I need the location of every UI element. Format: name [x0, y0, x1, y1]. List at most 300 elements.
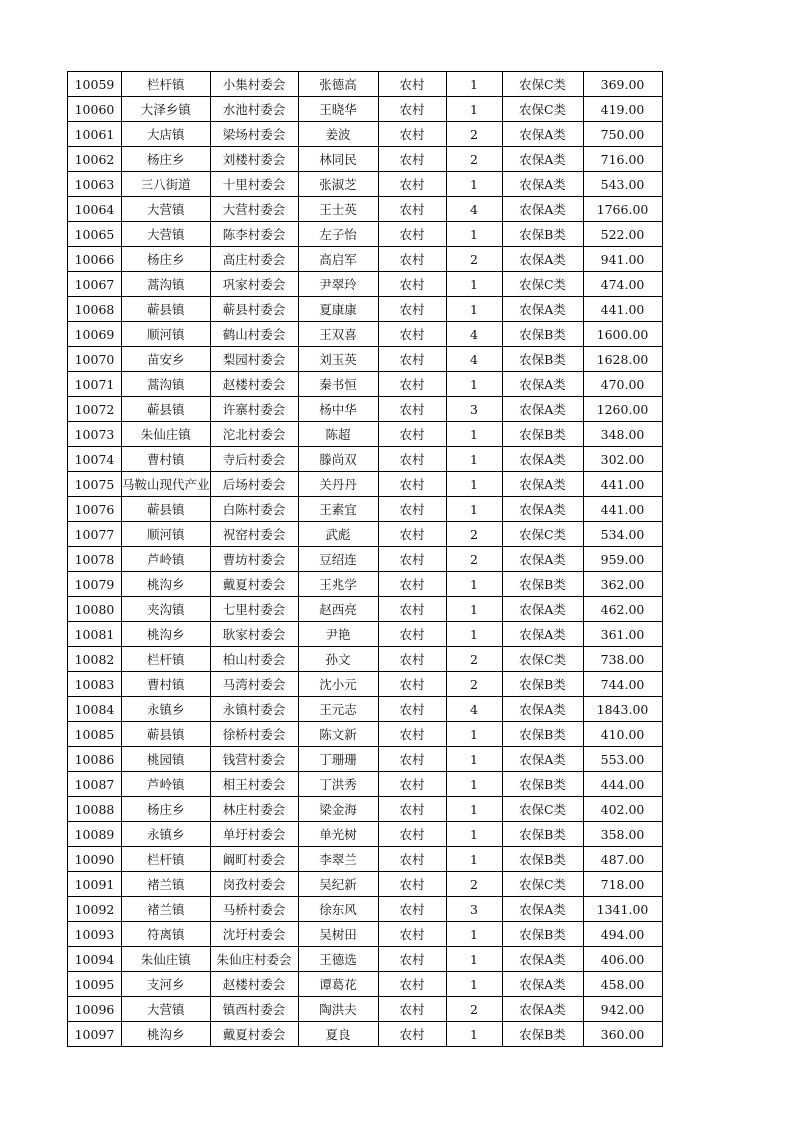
insurance-category-cell: 农保B类 [502, 422, 583, 447]
household-size-cell: 1 [446, 97, 502, 122]
table-row [68, 122, 663, 147]
relief-roster-table [67, 71, 663, 1047]
name-cell: 李翠兰 [298, 847, 378, 872]
household-size-cell: 1 [446, 272, 502, 297]
household-size-cell: 1 [446, 222, 502, 247]
amount-cell: 942.00 [583, 997, 662, 1022]
record-id-cell: 10086 [68, 747, 122, 772]
insurance-category-cell: 农保C类 [502, 272, 583, 297]
household-size-cell: 1 [446, 447, 502, 472]
insurance-category-cell: 农保C类 [502, 872, 583, 897]
insurance-category-cell: 农保A类 [502, 547, 583, 572]
township-cell: 大营镇 [122, 997, 211, 1022]
amount-cell: 553.00 [583, 747, 662, 772]
insurance-category-cell: 农保A类 [502, 747, 583, 772]
household-size-cell: 4 [446, 347, 502, 372]
table-row [68, 172, 663, 197]
village-committee-cell: 阚町村委会 [210, 847, 298, 872]
table-row [68, 897, 663, 922]
area-type-cell: 农村 [378, 572, 446, 597]
household-size-cell: 1 [446, 722, 502, 747]
village-committee-cell: 镇西村委会 [210, 997, 298, 1022]
amount-cell: 402.00 [583, 797, 662, 822]
insurance-category-cell: 农保A类 [502, 897, 583, 922]
village-committee-cell: 巩家村委会 [210, 272, 298, 297]
name-cell: 左子怡 [298, 222, 378, 247]
amount-cell: 522.00 [583, 222, 662, 247]
record-id-cell: 10064 [68, 197, 122, 222]
record-id-cell: 10082 [68, 647, 122, 672]
household-size-cell: 1 [446, 472, 502, 497]
table-row [68, 222, 663, 247]
village-committee-cell: 朱仙庄村委会 [210, 947, 298, 972]
area-type-cell: 农村 [378, 272, 446, 297]
table-row [68, 472, 663, 497]
insurance-category-cell: 农保C类 [502, 522, 583, 547]
name-cell: 王兆学 [298, 572, 378, 597]
record-id-cell: 10088 [68, 797, 122, 822]
record-id-cell: 10059 [68, 72, 122, 97]
household-size-cell: 4 [446, 197, 502, 222]
township-cell: 马鞍山现代产业 [122, 472, 211, 497]
name-cell: 陈超 [298, 422, 378, 447]
name-cell: 王士英 [298, 197, 378, 222]
village-committee-cell: 戴夏村委会 [210, 572, 298, 597]
village-committee-cell: 鹤山村委会 [210, 322, 298, 347]
village-committee-cell: 戴夏村委会 [210, 1022, 298, 1047]
name-cell: 尹艳 [298, 622, 378, 647]
township-cell: 三八街道 [122, 172, 211, 197]
village-committee-cell: 大营村委会 [210, 197, 298, 222]
village-committee-cell: 赵楼村委会 [210, 972, 298, 997]
amount-cell: 1260.00 [583, 397, 662, 422]
household-size-cell: 1 [446, 922, 502, 947]
household-size-cell: 2 [446, 647, 502, 672]
table-row [68, 297, 663, 322]
village-committee-cell: 水池村委会 [210, 97, 298, 122]
household-size-cell: 1 [446, 772, 502, 797]
area-type-cell: 农村 [378, 997, 446, 1022]
township-cell: 栏杆镇 [122, 72, 211, 97]
amount-cell: 362.00 [583, 572, 662, 597]
household-size-cell: 1 [446, 797, 502, 822]
insurance-category-cell: 农保A类 [502, 372, 583, 397]
area-type-cell: 农村 [378, 522, 446, 547]
area-type-cell: 农村 [378, 697, 446, 722]
record-id-cell: 10089 [68, 822, 122, 847]
record-id-cell: 10084 [68, 697, 122, 722]
record-id-cell: 10075 [68, 472, 122, 497]
area-type-cell: 农村 [378, 297, 446, 322]
area-type-cell: 农村 [378, 1022, 446, 1047]
amount-cell: 534.00 [583, 522, 662, 547]
name-cell: 陶洪夫 [298, 997, 378, 1022]
area-type-cell: 农村 [378, 422, 446, 447]
table-row [68, 447, 663, 472]
amount-cell: 1341.00 [583, 897, 662, 922]
amount-cell: 458.00 [583, 972, 662, 997]
village-committee-cell: 白陈村委会 [210, 497, 298, 522]
township-cell: 芦岭镇 [122, 547, 211, 572]
amount-cell: 941.00 [583, 247, 662, 272]
insurance-category-cell: 农保A类 [502, 697, 583, 722]
household-size-cell: 2 [446, 672, 502, 697]
insurance-category-cell: 农保A类 [502, 997, 583, 1022]
amount-cell: 738.00 [583, 647, 662, 672]
table-row [68, 322, 663, 347]
village-committee-cell: 后场村委会 [210, 472, 298, 497]
table-row [68, 347, 663, 372]
township-cell: 大泽乡镇 [122, 97, 211, 122]
table-row [68, 697, 663, 722]
name-cell: 王双喜 [298, 322, 378, 347]
village-committee-cell: 柏山村委会 [210, 647, 298, 672]
amount-cell: 744.00 [583, 672, 662, 697]
village-committee-cell: 岗孜村委会 [210, 872, 298, 897]
household-size-cell: 2 [446, 522, 502, 547]
township-cell: 大营镇 [122, 222, 211, 247]
name-cell: 滕尚双 [298, 447, 378, 472]
amount-cell: 1766.00 [583, 197, 662, 222]
name-cell: 王素宜 [298, 497, 378, 522]
township-cell: 蒿沟镇 [122, 272, 211, 297]
insurance-category-cell: 农保A类 [502, 472, 583, 497]
township-cell: 栏杆镇 [122, 847, 211, 872]
village-committee-cell: 刘楼村委会 [210, 147, 298, 172]
township-cell: 蕲县镇 [122, 297, 211, 322]
household-size-cell: 2 [446, 547, 502, 572]
township-cell: 褚兰镇 [122, 897, 211, 922]
record-id-cell: 10080 [68, 597, 122, 622]
name-cell: 夏康康 [298, 297, 378, 322]
name-cell: 张德高 [298, 72, 378, 97]
insurance-category-cell: 农保B类 [502, 672, 583, 697]
table-row [68, 597, 663, 622]
village-committee-cell: 陈李村委会 [210, 222, 298, 247]
village-committee-cell: 高庄村委会 [210, 247, 298, 272]
table-row [68, 372, 663, 397]
name-cell: 徐东风 [298, 897, 378, 922]
insurance-category-cell: 农保B类 [502, 722, 583, 747]
record-id-cell: 10066 [68, 247, 122, 272]
insurance-category-cell: 农保A类 [502, 297, 583, 322]
record-id-cell: 10069 [68, 322, 122, 347]
township-cell: 芦岭镇 [122, 772, 211, 797]
insurance-category-cell: 农保B类 [502, 347, 583, 372]
table-row [68, 972, 663, 997]
township-cell: 顺河镇 [122, 522, 211, 547]
record-id-cell: 10074 [68, 447, 122, 472]
village-committee-cell: 沈圩村委会 [210, 922, 298, 947]
table-row [68, 822, 663, 847]
area-type-cell: 农村 [378, 472, 446, 497]
record-id-cell: 10090 [68, 847, 122, 872]
area-type-cell: 农村 [378, 922, 446, 947]
township-cell: 苗安乡 [122, 347, 211, 372]
village-committee-cell: 徐桥村委会 [210, 722, 298, 747]
township-cell: 朱仙庄镇 [122, 422, 211, 447]
area-type-cell: 农村 [378, 972, 446, 997]
name-cell: 秦书恒 [298, 372, 378, 397]
table-row [68, 547, 663, 572]
name-cell: 尹翠玲 [298, 272, 378, 297]
household-size-cell: 1 [446, 297, 502, 322]
area-type-cell: 农村 [378, 672, 446, 697]
household-size-cell: 1 [446, 422, 502, 447]
table-row [68, 872, 663, 897]
name-cell: 刘玉英 [298, 347, 378, 372]
area-type-cell: 农村 [378, 947, 446, 972]
record-id-cell: 10077 [68, 522, 122, 547]
area-type-cell: 农村 [378, 247, 446, 272]
village-committee-cell: 林庄村委会 [210, 797, 298, 822]
area-type-cell: 农村 [378, 797, 446, 822]
insurance-category-cell: 农保C类 [502, 797, 583, 822]
insurance-category-cell: 农保A类 [502, 247, 583, 272]
name-cell: 关丹丹 [298, 472, 378, 497]
name-cell: 吴树田 [298, 922, 378, 947]
insurance-category-cell: 农保B类 [502, 822, 583, 847]
township-cell: 桃园镇 [122, 747, 211, 772]
area-type-cell: 农村 [378, 147, 446, 172]
township-cell: 蒿沟镇 [122, 372, 211, 397]
village-committee-cell: 寺后村委会 [210, 447, 298, 472]
household-size-cell: 1 [446, 372, 502, 397]
village-committee-cell: 许寨村委会 [210, 397, 298, 422]
household-size-cell: 1 [446, 822, 502, 847]
amount-cell: 441.00 [583, 497, 662, 522]
name-cell: 杨中华 [298, 397, 378, 422]
area-type-cell: 农村 [378, 97, 446, 122]
insurance-category-cell: 农保B类 [502, 1022, 583, 1047]
township-cell: 大营镇 [122, 197, 211, 222]
insurance-category-cell: 农保A类 [502, 397, 583, 422]
household-size-cell: 1 [446, 72, 502, 97]
amount-cell: 419.00 [583, 97, 662, 122]
table-row [68, 797, 663, 822]
name-cell: 王德选 [298, 947, 378, 972]
record-id-cell: 10087 [68, 772, 122, 797]
township-cell: 桃沟乡 [122, 572, 211, 597]
area-type-cell: 农村 [378, 597, 446, 622]
township-cell: 曹村镇 [122, 447, 211, 472]
insurance-category-cell: 农保B类 [502, 847, 583, 872]
record-id-cell: 10067 [68, 272, 122, 297]
insurance-category-cell: 农保C类 [502, 647, 583, 672]
area-type-cell: 农村 [378, 122, 446, 147]
amount-cell: 441.00 [583, 297, 662, 322]
table-body [68, 72, 663, 1047]
name-cell: 赵西亮 [298, 597, 378, 622]
township-cell: 桃沟乡 [122, 1022, 211, 1047]
insurance-category-cell: 农保B类 [502, 922, 583, 947]
township-cell: 朱仙庄镇 [122, 947, 211, 972]
record-id-cell: 10096 [68, 997, 122, 1022]
township-cell: 曹村镇 [122, 672, 211, 697]
amount-cell: 716.00 [583, 147, 662, 172]
table-row [68, 247, 663, 272]
household-size-cell: 3 [446, 397, 502, 422]
table-row [68, 572, 663, 597]
amount-cell: 360.00 [583, 1022, 662, 1047]
name-cell: 夏良 [298, 1022, 378, 1047]
household-size-cell: 2 [446, 997, 502, 1022]
village-committee-cell: 十里村委会 [210, 172, 298, 197]
township-cell: 夹沟镇 [122, 597, 211, 622]
record-id-cell: 10094 [68, 947, 122, 972]
village-committee-cell: 曹坊村委会 [210, 547, 298, 572]
name-cell: 单光树 [298, 822, 378, 847]
household-size-cell: 4 [446, 697, 502, 722]
record-id-cell: 10073 [68, 422, 122, 447]
village-committee-cell: 钱营村委会 [210, 747, 298, 772]
household-size-cell: 2 [446, 122, 502, 147]
record-id-cell: 10071 [68, 372, 122, 397]
township-cell: 永镇乡 [122, 822, 211, 847]
insurance-category-cell: 农保A类 [502, 447, 583, 472]
insurance-category-cell: 农保A类 [502, 622, 583, 647]
household-size-cell: 2 [446, 247, 502, 272]
amount-cell: 369.00 [583, 72, 662, 97]
table-row [68, 197, 663, 222]
household-size-cell: 1 [446, 847, 502, 872]
record-id-cell: 10061 [68, 122, 122, 147]
table-row [68, 97, 663, 122]
table-row [68, 847, 663, 872]
amount-cell: 410.00 [583, 722, 662, 747]
insurance-category-cell: 农保C类 [502, 72, 583, 97]
insurance-category-cell: 农保B类 [502, 772, 583, 797]
amount-cell: 494.00 [583, 922, 662, 947]
amount-cell: 718.00 [583, 872, 662, 897]
township-cell: 蕲县镇 [122, 397, 211, 422]
name-cell: 姜波 [298, 122, 378, 147]
record-id-cell: 10081 [68, 622, 122, 647]
amount-cell: 1628.00 [583, 347, 662, 372]
table-row [68, 522, 663, 547]
record-id-cell: 10078 [68, 547, 122, 572]
record-id-cell: 10097 [68, 1022, 122, 1047]
record-id-cell: 10085 [68, 722, 122, 747]
township-cell: 永镇乡 [122, 697, 211, 722]
household-size-cell: 1 [446, 972, 502, 997]
area-type-cell: 农村 [378, 747, 446, 772]
village-committee-cell: 沱北村委会 [210, 422, 298, 447]
household-size-cell: 1 [446, 947, 502, 972]
insurance-category-cell: 农保A类 [502, 597, 583, 622]
village-committee-cell: 赵楼村委会 [210, 372, 298, 397]
household-size-cell: 1 [446, 1022, 502, 1047]
area-type-cell: 农村 [378, 647, 446, 672]
amount-cell: 750.00 [583, 122, 662, 147]
insurance-category-cell: 农保B类 [502, 222, 583, 247]
name-cell: 吴纪新 [298, 872, 378, 897]
amount-cell: 487.00 [583, 847, 662, 872]
name-cell: 丁珊珊 [298, 747, 378, 772]
township-cell: 蕲县镇 [122, 722, 211, 747]
name-cell: 张淑芝 [298, 172, 378, 197]
record-id-cell: 10070 [68, 347, 122, 372]
insurance-category-cell: 农保A类 [502, 972, 583, 997]
amount-cell: 1600.00 [583, 322, 662, 347]
township-cell: 杨庄乡 [122, 147, 211, 172]
record-id-cell: 10062 [68, 147, 122, 172]
area-type-cell: 农村 [378, 347, 446, 372]
record-id-cell: 10063 [68, 172, 122, 197]
household-size-cell: 1 [446, 572, 502, 597]
name-cell: 梁金海 [298, 797, 378, 822]
name-cell: 武彪 [298, 522, 378, 547]
household-size-cell: 1 [446, 622, 502, 647]
area-type-cell: 农村 [378, 222, 446, 247]
insurance-category-cell: 农保C类 [502, 97, 583, 122]
village-committee-cell: 相王村委会 [210, 772, 298, 797]
amount-cell: 470.00 [583, 372, 662, 397]
township-cell: 蕲县镇 [122, 497, 211, 522]
amount-cell: 474.00 [583, 272, 662, 297]
township-cell: 符离镇 [122, 922, 211, 947]
name-cell: 丁洪秀 [298, 772, 378, 797]
table-row [68, 147, 663, 172]
insurance-category-cell: 农保B类 [502, 572, 583, 597]
village-committee-cell: 梨园村委会 [210, 347, 298, 372]
village-committee-cell: 梁场村委会 [210, 122, 298, 147]
name-cell: 高启军 [298, 247, 378, 272]
township-cell: 杨庄乡 [122, 797, 211, 822]
table-row [68, 922, 663, 947]
amount-cell: 302.00 [583, 447, 662, 472]
record-id-cell: 10076 [68, 497, 122, 522]
record-id-cell: 10065 [68, 222, 122, 247]
amount-cell: 406.00 [583, 947, 662, 972]
area-type-cell: 农村 [378, 547, 446, 572]
township-cell: 杨庄乡 [122, 247, 211, 272]
insurance-category-cell: 农保A类 [502, 147, 583, 172]
amount-cell: 348.00 [583, 422, 662, 447]
record-id-cell: 10092 [68, 897, 122, 922]
area-type-cell: 农村 [378, 372, 446, 397]
township-cell: 褚兰镇 [122, 872, 211, 897]
amount-cell: 959.00 [583, 547, 662, 572]
area-type-cell: 农村 [378, 322, 446, 347]
amount-cell: 358.00 [583, 822, 662, 847]
amount-cell: 1843.00 [583, 697, 662, 722]
table-row [68, 272, 663, 297]
name-cell: 陈文新 [298, 722, 378, 747]
insurance-category-cell: 农保A类 [502, 197, 583, 222]
household-size-cell: 3 [446, 897, 502, 922]
township-cell: 栏杆镇 [122, 647, 211, 672]
area-type-cell: 农村 [378, 872, 446, 897]
amount-cell: 543.00 [583, 172, 662, 197]
insurance-category-cell: 农保B类 [502, 322, 583, 347]
village-committee-cell: 马湾村委会 [210, 672, 298, 697]
name-cell: 沈小元 [298, 672, 378, 697]
record-id-cell: 10095 [68, 972, 122, 997]
area-type-cell: 农村 [378, 447, 446, 472]
area-type-cell: 农村 [378, 397, 446, 422]
household-size-cell: 1 [446, 497, 502, 522]
area-type-cell: 农村 [378, 897, 446, 922]
name-cell: 王晓华 [298, 97, 378, 122]
area-type-cell: 农村 [378, 72, 446, 97]
record-id-cell: 10060 [68, 97, 122, 122]
table-row [68, 747, 663, 772]
amount-cell: 441.00 [583, 472, 662, 497]
village-committee-cell: 七里村委会 [210, 597, 298, 622]
name-cell: 豆绍连 [298, 547, 378, 572]
table-row [68, 1022, 663, 1047]
